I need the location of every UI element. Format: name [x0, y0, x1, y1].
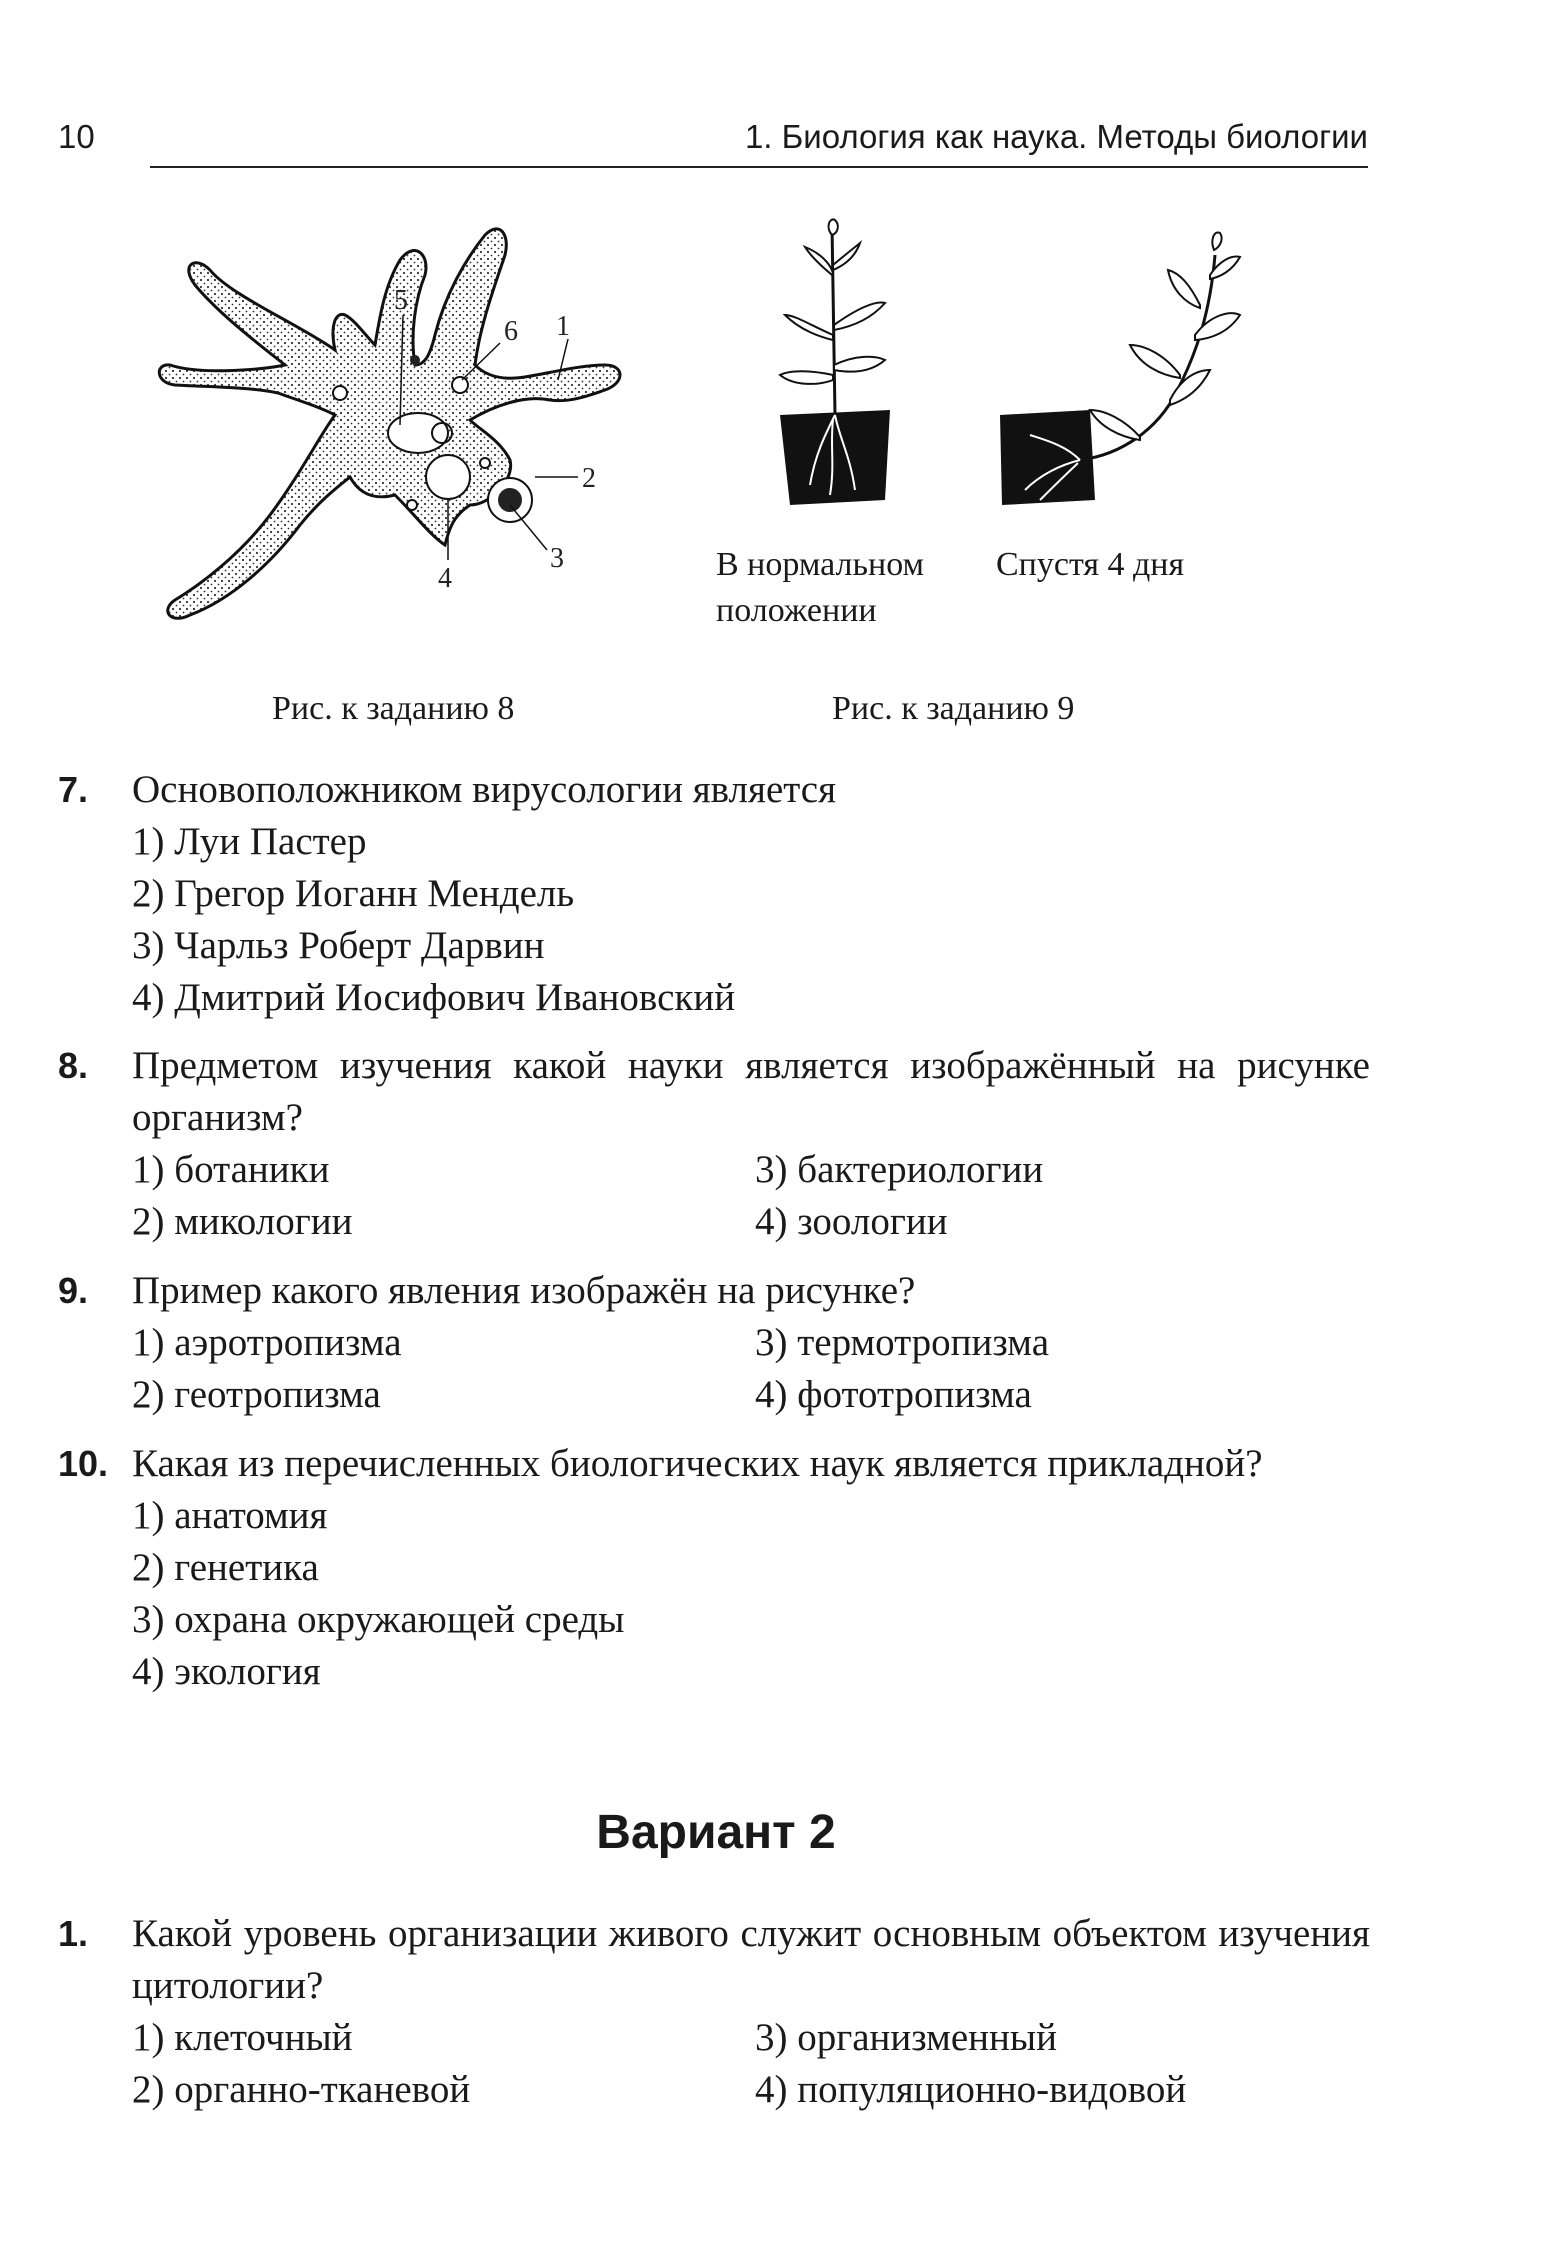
- answer-option[interactable]: 4) популяционно-видовой: [755, 2068, 1187, 2111]
- amoeba-small-vacuole: [480, 458, 490, 468]
- plant-normal-caption: В нормальном положении: [716, 546, 925, 629]
- amoeba-small-vacuole: [452, 377, 468, 393]
- amoeba-label-1: 1: [556, 311, 570, 342]
- answer-option[interactable]: 2) Грегор Иоганн Мендель: [132, 872, 575, 915]
- answer-option[interactable]: 3) бактериологии: [755, 1148, 1044, 1191]
- question-number: 10.: [58, 1443, 109, 1484]
- answer-option[interactable]: 4) фототропизма: [755, 1373, 1032, 1416]
- question-10: [58, 1438, 1370, 1698]
- variant-heading: Вариант 2: [596, 1806, 836, 1859]
- plant-normal: [780, 219, 890, 505]
- answer-option[interactable]: 3) Чарльз Роберт Дарвин: [132, 924, 545, 967]
- answer-option[interactable]: 3) организменный: [755, 2016, 1057, 2059]
- options-list: [132, 1490, 1370, 1698]
- amoeba-contractile-vacuole: [426, 455, 470, 499]
- question-text: Предметом изучения какой науки является изображённый на рисунке организм?: [132, 1044, 1370, 1139]
- answer-option[interactable]: 1) аэротропизма: [132, 1321, 402, 1364]
- question-number: 1.: [58, 1913, 89, 1954]
- amoeba-small-vacuole: [333, 386, 347, 400]
- options-list: [132, 816, 1370, 1024]
- plant-after-caption: Спустя 4 дня: [996, 546, 1185, 583]
- amoeba-label-6: 6: [504, 316, 518, 347]
- amoeba-label-4: 4: [438, 563, 452, 594]
- question-text: Какая из перечисленных биологических наук является прикладной?: [132, 1442, 1263, 1485]
- question-text: Какой уровень организации живого служит основным объектом изучения цитологии?: [132, 1912, 1370, 2007]
- answer-option[interactable]: 3) охрана окружающей среды: [132, 1598, 625, 1641]
- question-text: Основоположником вирусологии является: [132, 768, 837, 811]
- figure-8-caption: Рис. к заданию 8: [272, 690, 515, 727]
- answer-option[interactable]: 3) термотропизма: [755, 1321, 1050, 1364]
- options-list: [132, 1317, 1370, 1421]
- amoeba-label-2: 2: [582, 463, 596, 494]
- header-divider: [150, 166, 1368, 168]
- amoeba-nucleus: [388, 413, 448, 453]
- question-8: [58, 1040, 1370, 1248]
- options-list: [132, 1144, 1370, 1248]
- variant2-question-1: [58, 1908, 1370, 2116]
- question-number: 7.: [58, 769, 89, 810]
- amoeba-figure: [150, 215, 640, 645]
- question-text: Пример какого явления изображён на рисунке?: [132, 1269, 916, 1312]
- amoeba-label-3: 3: [550, 543, 564, 574]
- question-number: 8.: [58, 1045, 89, 1086]
- answer-option[interactable]: 2) генетика: [132, 1546, 319, 1589]
- plant-after: [1000, 232, 1240, 505]
- question-number: 9.: [58, 1270, 89, 1311]
- answer-option[interactable]: 1) клеточный: [132, 2016, 353, 2059]
- answer-option[interactable]: 2) органно-тканевой: [132, 2068, 471, 2111]
- amoeba-small-vacuole: [407, 500, 417, 510]
- chapter-title: 1. Биология как наука. Методы биологии: [744, 118, 1368, 155]
- plants-figure: [740, 215, 1280, 515]
- answer-option[interactable]: 4) экология: [132, 1650, 321, 1693]
- answer-option[interactable]: 4) зоологии: [755, 1200, 948, 1243]
- question-9: [58, 1265, 1370, 1421]
- amoeba-food-particle: [498, 488, 522, 512]
- answer-option[interactable]: 4) Дмитрий Иосифович Ивановский: [132, 976, 736, 1019]
- answer-option[interactable]: 2) микологии: [132, 1200, 353, 1243]
- figure-9-caption: Рис. к заданию 9: [832, 690, 1075, 727]
- question-7: [58, 764, 1370, 1024]
- answer-option[interactable]: 1) Луи Пастер: [132, 820, 367, 863]
- answer-option[interactable]: 2) геотропизма: [132, 1373, 381, 1416]
- amoeba-small-vacuole: [410, 355, 420, 365]
- answer-option[interactable]: 1) анатомия: [132, 1494, 328, 1537]
- options-list: [132, 2012, 1370, 2116]
- page-number: 10: [58, 118, 95, 155]
- answer-option[interactable]: 1) ботаники: [132, 1148, 330, 1191]
- amoeba-label-5: 5: [394, 285, 408, 316]
